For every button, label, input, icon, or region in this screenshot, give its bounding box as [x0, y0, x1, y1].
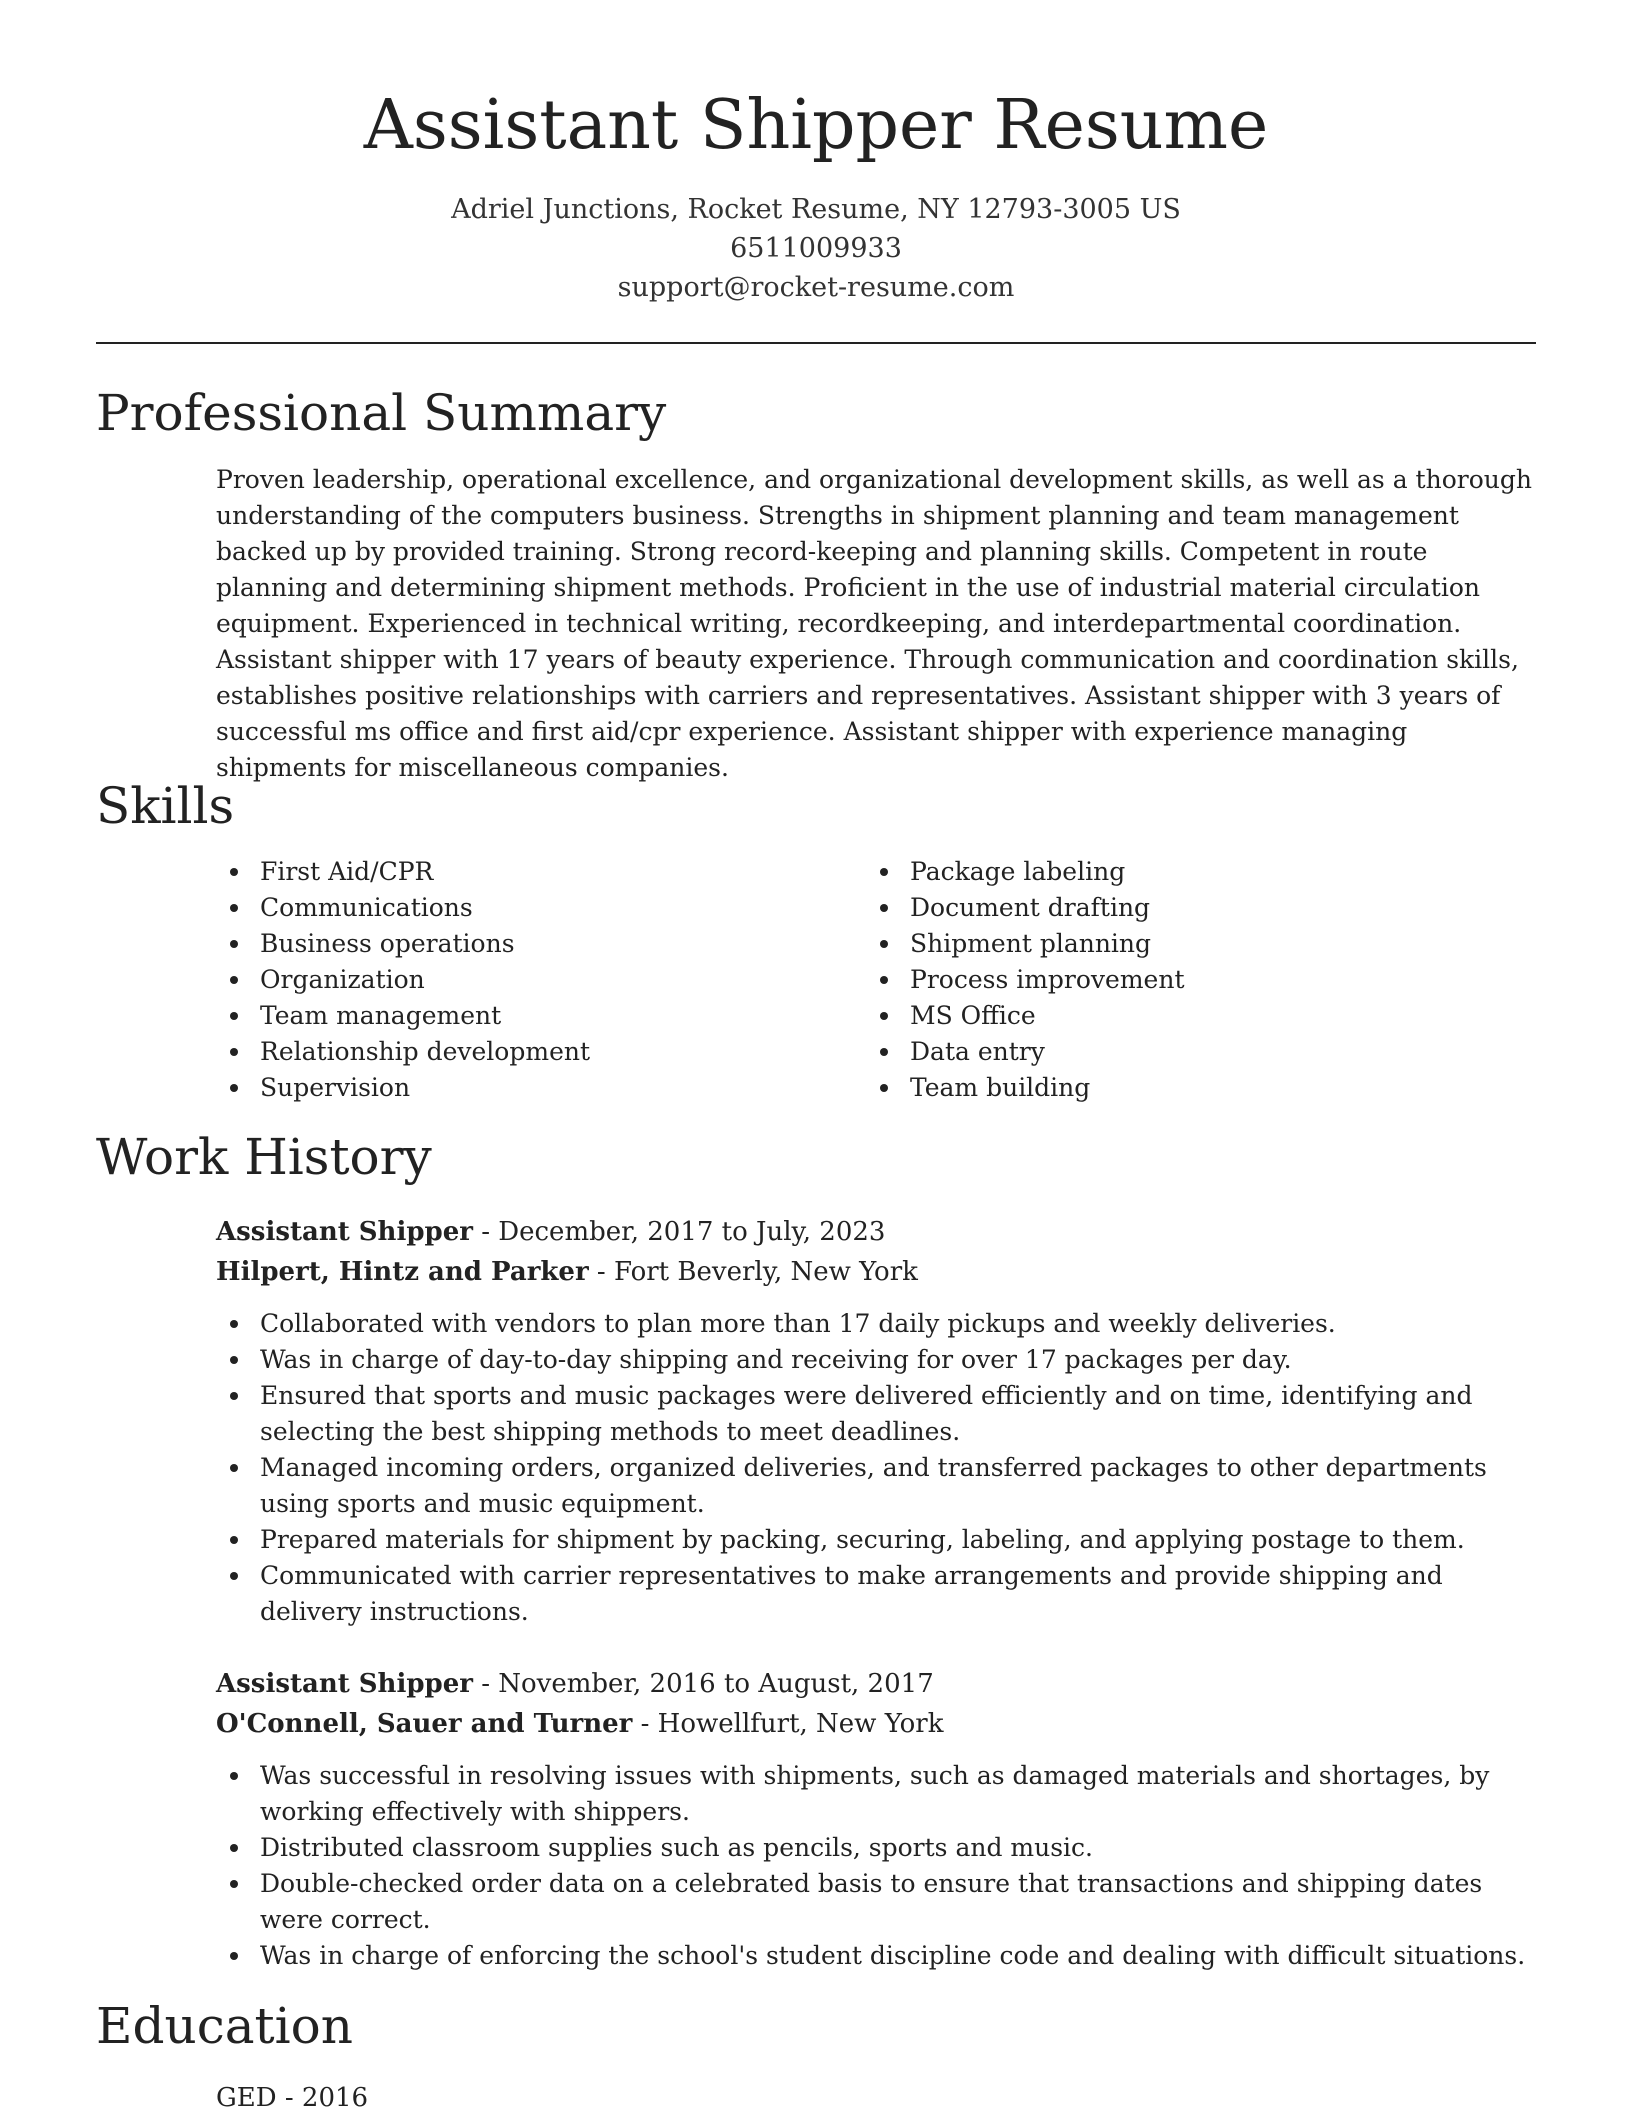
- job-bullets: [260, 1306, 1536, 1630]
- header-divider: [96, 342, 1536, 344]
- job-bullet: Collaborated with vendors to plan more than 17 daily pickups and weekly deliveries.: [260, 1306, 1536, 1342]
- skill-item: Team building: [910, 1070, 1185, 1106]
- job-title-line: [216, 1664, 934, 1704]
- job-location: - Howellfurt, New York: [632, 1709, 944, 1739]
- skill-item: Team management: [260, 998, 590, 1034]
- job-company-line: [216, 1252, 918, 1292]
- skills-list-right: [910, 854, 1185, 1106]
- skill-item: Business operations: [260, 926, 590, 962]
- job-title: Assistant Shipper: [216, 1669, 473, 1699]
- job-bullet: Was in charge of day-to-day shipping and receiving for over 17 packages per day.: [260, 1342, 1536, 1378]
- resume-title: Assistant Shipper Resume: [363, 86, 1269, 165]
- skills-list-left: [260, 854, 590, 1106]
- job-bullet: Ensured that sports and music packages were delivered efficiently and on time, identifying and selecting the best shipping methods to meet deadlines.: [260, 1378, 1536, 1450]
- education-heading: Education: [96, 1997, 353, 2055]
- job-bullet: Distributed classroom supplies such as pencils, sports and music.: [260, 1830, 1536, 1866]
- skills-heading: Skills: [96, 777, 235, 835]
- job-company: O'Connell, Sauer and Turner: [216, 1709, 633, 1739]
- skill-item: Document drafting: [910, 890, 1185, 926]
- skill-item: Relationship development: [260, 1034, 590, 1070]
- skill-item: MS Office: [910, 998, 1185, 1034]
- job-company: Hilpert, Hintz and Parker: [216, 1257, 589, 1287]
- job-bullet: Double-checked order data on a celebrated basis to ensure that transactions and shipping dates were correct.: [260, 1866, 1536, 1938]
- address: Adriel Junctions, Rocket Resume, NY 12793-3005 US: [451, 194, 1181, 225]
- job-title: Assistant Shipper: [216, 1217, 473, 1247]
- job-location: - Fort Beverly, New York: [588, 1257, 918, 1287]
- job-bullet: Managed incoming orders, organized deliveries, and transferred packages to other departments using sports and music equipment.: [260, 1450, 1536, 1522]
- phone: 6511009933: [730, 233, 902, 264]
- job-bullet: Communicated with carrier representatives to make arrangements and provide shipping and delivery instructions.: [260, 1558, 1536, 1630]
- skill-item: Data entry: [910, 1034, 1185, 1070]
- skill-item: Communications: [260, 890, 590, 926]
- job-title-line: [216, 1212, 885, 1252]
- summary-heading: Professional Summary: [96, 384, 667, 442]
- job-bullets: [260, 1758, 1536, 1974]
- skill-item: Supervision: [260, 1070, 590, 1106]
- job-dates: - November, 2016 to August, 2017: [472, 1669, 934, 1699]
- contact-block: [0, 190, 1632, 307]
- job-dates: - December, 2017 to July, 2023: [472, 1217, 886, 1247]
- education-entry: GED - 2016: [216, 2083, 369, 2113]
- job-bullet: Was in charge of enforcing the school's student discipline code and dealing with difficult situations.: [260, 1938, 1536, 1974]
- skill-item: Organization: [260, 962, 590, 998]
- job-bullet: Was successful in resolving issues with shipments, such as damaged materials and shortages, by working effectively with shippers.: [260, 1758, 1536, 1830]
- skill-item: Process improvement: [910, 962, 1185, 998]
- skill-item: First Aid/CPR: [260, 854, 590, 890]
- summary-text: Proven leadership, operational excellence, and organizational development skills, as well as a thorough understanding of the computers business. Strengths in shipment planning and team management backed up by provided training. Strong record-keeping and planning skills. Competent in route planning and determining shipment methods. Proficient in the use of industrial material circulation equipment. Experienced in technical writing, recordkeeping, and interdepartmental coordination. Assistant shipper with 17 years of beauty experience. Through communication and coordination skills, establishes positive relationships with carriers and representatives. Assistant shipper with 3 years of successful ms office and first aid/cpr experience. Assistant shipper with experience managing shipments for miscellaneous companies.: [216, 465, 1532, 782]
- skill-item: Shipment planning: [910, 926, 1185, 962]
- email: support@rocket-resume.com: [617, 272, 1015, 303]
- skill-item: Package labeling: [910, 854, 1185, 890]
- job-company-line: [216, 1704, 943, 1744]
- work-heading: Work History: [96, 1128, 432, 1186]
- job-bullet: Prepared materials for shipment by packing, securing, labeling, and applying postage to them.: [260, 1522, 1536, 1558]
